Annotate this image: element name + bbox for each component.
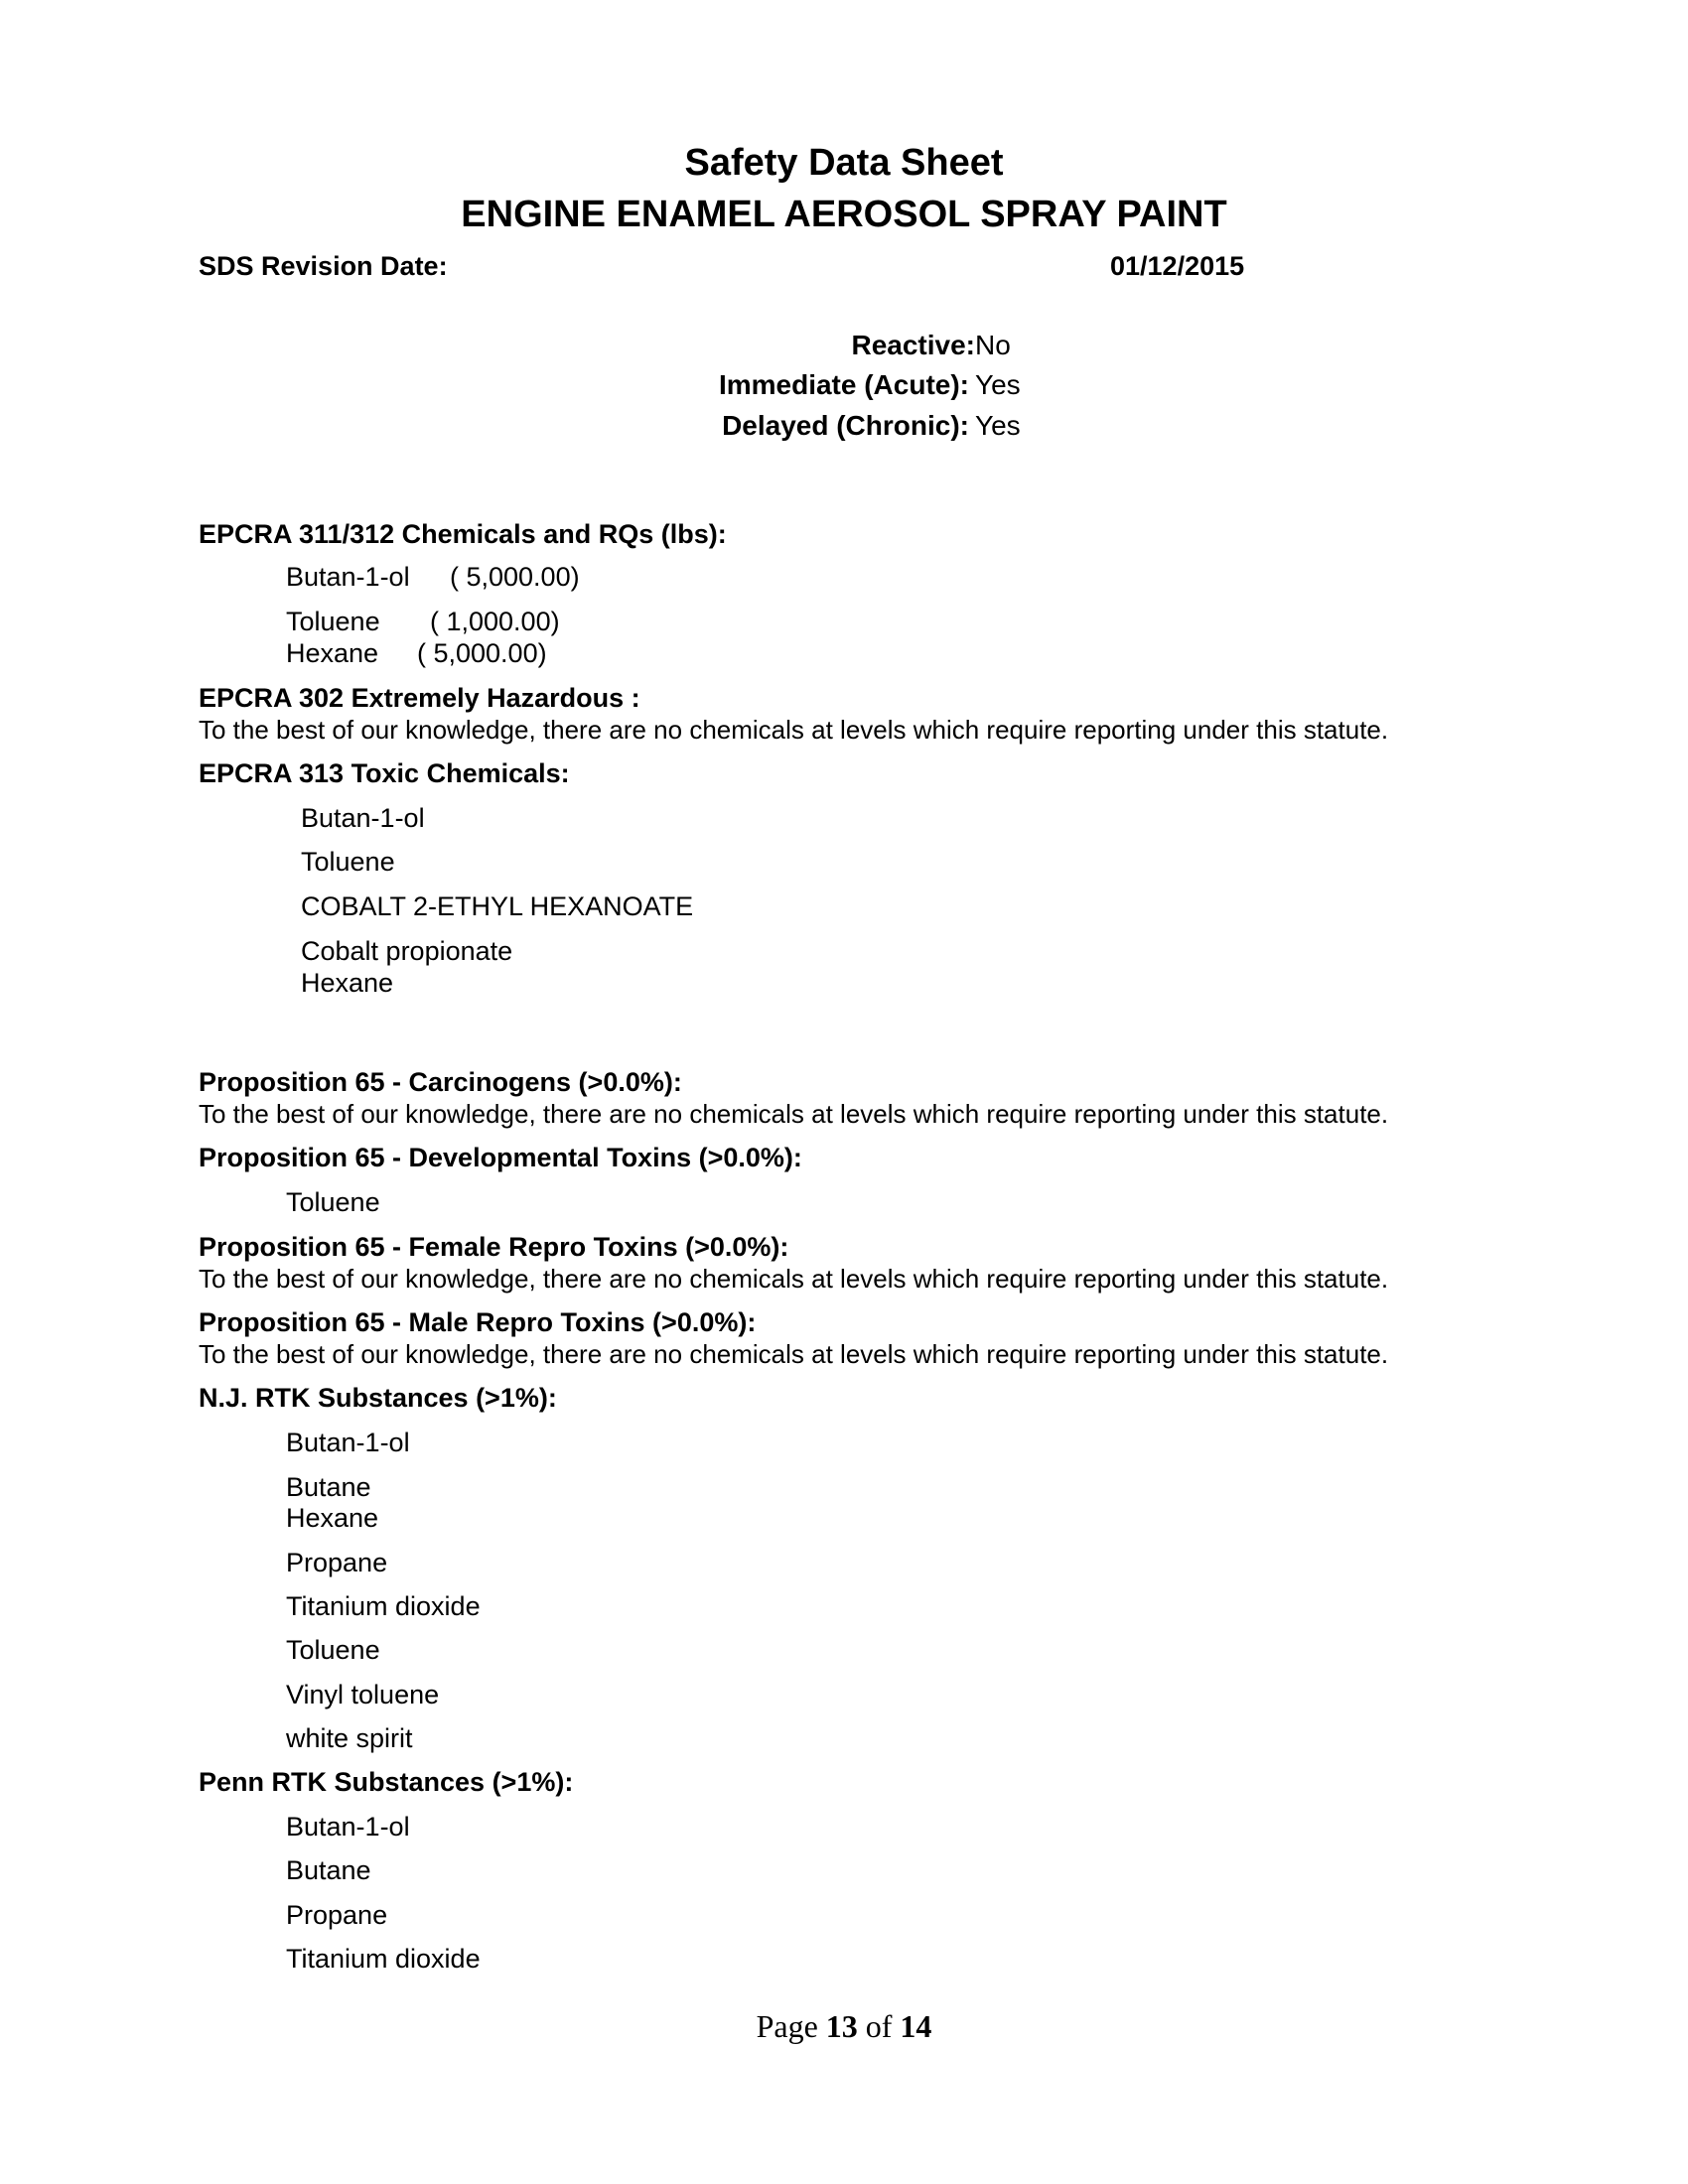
- nj-rtk-item: Toluene: [286, 1635, 380, 1665]
- prop65-male-text: To the best of our knowledge, there are no chemicals at levels which require reporting under this statute.: [199, 1339, 1389, 1369]
- page-footer: [0, 2008, 1688, 2045]
- prop65-developmental-heading: Proposition 65 - Developmental Toxins (>0.0%):: [199, 1143, 802, 1172]
- hazard-label: Delayed (Chronic):: [722, 410, 969, 441]
- prop65-carcinogens-text: To the best of our knowledge, there are no chemicals at levels which require reporting under this statute.: [199, 1099, 1389, 1129]
- nj-rtk-heading: N.J. RTK Substances (>1%):: [199, 1383, 557, 1413]
- penn-rtk-item: Butane: [286, 1855, 371, 1885]
- penn-rtk-item: Titanium dioxide: [286, 1944, 481, 1974]
- nj-rtk-item: white spirit: [286, 1723, 413, 1753]
- epcra-311-chemical: Butan-1-ol: [286, 562, 410, 592]
- nj-rtk-item: Butan-1-ol: [286, 1428, 410, 1457]
- epcra-311-rq: ( 5,000.00): [450, 562, 580, 592]
- revision-date-value: 01/12/2015: [1110, 251, 1245, 281]
- nj-rtk-item: Vinyl toluene: [286, 1680, 440, 1709]
- epcra-313-item: Cobalt propionate: [301, 936, 513, 966]
- prop65-male-heading: Proposition 65 - Male Repro Toxins (>0.0%):: [199, 1307, 757, 1337]
- nj-rtk-item: Butane: [286, 1472, 371, 1502]
- hazard-value: Yes: [975, 410, 1021, 441]
- epcra-313-item: Hexane: [301, 968, 394, 998]
- epcra-302-heading: EPCRA 302 Extremely Hazardous :: [199, 683, 640, 713]
- prop65-female-text: To the best of our knowledge, there are no chemicals at levels which require reporting under this statute.: [199, 1264, 1389, 1294]
- hazard-value: No: [975, 330, 1011, 360]
- product-name: ENGINE ENAMEL AEROSOL SPRAY PAINT: [461, 194, 1227, 235]
- penn-rtk-item: Propane: [286, 1900, 388, 1930]
- epcra-302-text: To the best of our knowledge, there are no chemicals at levels which require reporting under this statute.: [199, 715, 1389, 745]
- nj-rtk-item: Propane: [286, 1548, 388, 1577]
- epcra-313-item: Butan-1-ol: [301, 803, 425, 833]
- epcra-313-item: COBALT 2-ETHYL HEXANOATE: [301, 891, 694, 921]
- hazard-label: Immediate (Acute):: [718, 369, 969, 400]
- hazard-label: Reactive:: [851, 330, 975, 360]
- of-word: of: [865, 2008, 893, 2044]
- page-word: Page: [756, 2008, 818, 2044]
- hazard-value: Yes: [975, 369, 1021, 400]
- epcra-313-heading: EPCRA 313 Toxic Chemicals:: [199, 758, 570, 788]
- page-total: 14: [900, 2008, 932, 2044]
- epcra-313-item: Toluene: [301, 847, 395, 877]
- epcra-311-chemical: Hexane: [286, 638, 379, 668]
- prop65-developmental-item: Toluene: [286, 1187, 380, 1217]
- document-title: Safety Data Sheet: [684, 142, 1004, 184]
- epcra-311-heading: EPCRA 311/312 Chemicals and RQs (lbs):: [199, 519, 727, 549]
- page-number: 13: [825, 2008, 858, 2044]
- penn-rtk-heading: Penn RTK Substances (>1%):: [199, 1767, 574, 1797]
- epcra-311-rq: ( 1,000.00): [430, 607, 560, 636]
- prop65-female-heading: Proposition 65 - Female Repro Toxins (>0.0%):: [199, 1232, 789, 1262]
- nj-rtk-item: Hexane: [286, 1503, 379, 1533]
- prop65-carcinogens-heading: Proposition 65 - Carcinogens (>0.0%):: [199, 1067, 682, 1097]
- nj-rtk-item: Titanium dioxide: [286, 1591, 481, 1621]
- penn-rtk-item: Butan-1-ol: [286, 1812, 410, 1842]
- epcra-311-rq: ( 5,000.00): [417, 638, 547, 668]
- revision-date-label: SDS Revision Date:: [199, 251, 448, 281]
- epcra-311-chemical: Toluene: [286, 607, 380, 636]
